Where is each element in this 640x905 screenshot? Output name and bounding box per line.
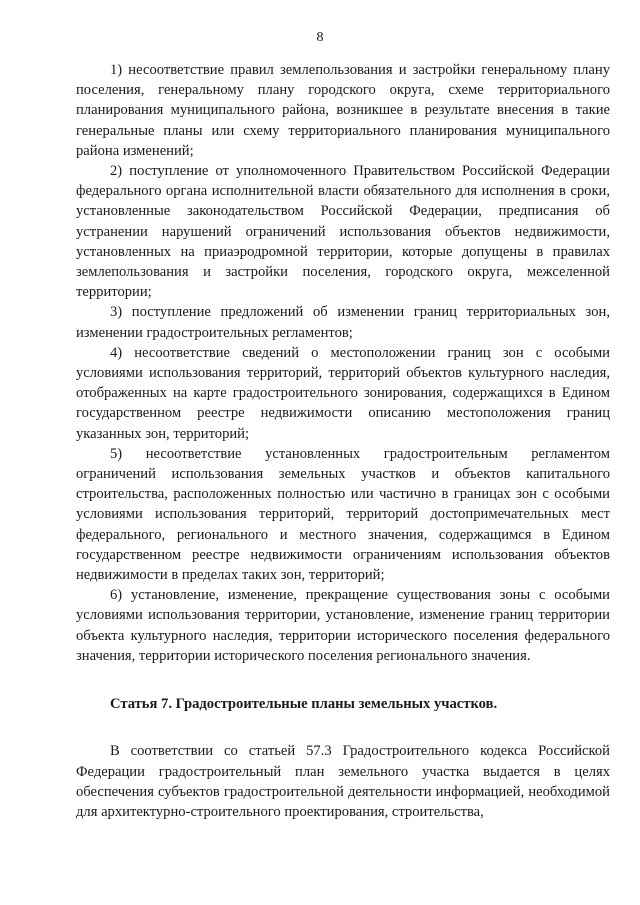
list-item-1: 1) несоответствие правил землепользования и застройки генеральному плану поселения, генеральному плану городского округа, схеме территориального планирования муниципального района, возникшее в результате внесения в такие генеральные планы или схему территориального планирования муниципального района изменений; [76,62,610,159]
list-item-4: 4) несоответствие сведений о местоположении границ зон с особыми условиями использования территорий, территорий объектов культурного наследия, отображенных на карте градостроительного зонирования, содержащихся в Едином государственном реестре недвижимости описанию местоположения границ указанных зон, территорий; [76,344,610,442]
list-item-6: 6) установление, изменение, прекращение существования зоны с особыми условиями использования территории, установление, изменение границ территории объекта культурного наследия, территории исторического поселения федерального значения, территории исторического поселения регионального значения. [76,587,610,664]
list-item-3: 3) поступление предложений об изменении границ территориальных зон, изменении градостроительных регламентов; [76,304,610,341]
list-item-5: 5) несоответствие установленных градостроительным регламентом ограничений использования земельных участков и объектов капитального строительства, расположенных полностью или частично в границах зон с особыми условиями использования территорий, территорий достопримечательных мест федерального, регионального и местного значения, содержащимся в Едином государственном реестре недвижимости ограничениям использования объектов недвижимости в пределах таких зон, территорий; [76,445,610,584]
article-paragraph: В соответствии со статьей 57.3 Градостроительного кодекса Российской Федерации градостроительный план земельного участка выдается в целях обеспечения субъектов градостроительной деятельности информацией, необходимой для архитектурно-строительного проектирования, строительства, [76,743,610,820]
article-heading: Статья 7. Градостроительные планы земельных участков. [110,696,498,713]
list-item-2: 2) поступление от уполномоченного Правительством Российской Федерации федерального органа исполнительной власти обязательного для исполнения в сроки, установленные законодательством Российской Федерации, предписания об устранении нарушений ограничений использования объектов недвижимости, установленных на приаэродромной территории, которые допущены в правилах землепользования и застройки поселения, городского округа, межселенной территории; [76,163,610,301]
page-number: 8 [316,30,324,45]
document-body [76,60,610,822]
